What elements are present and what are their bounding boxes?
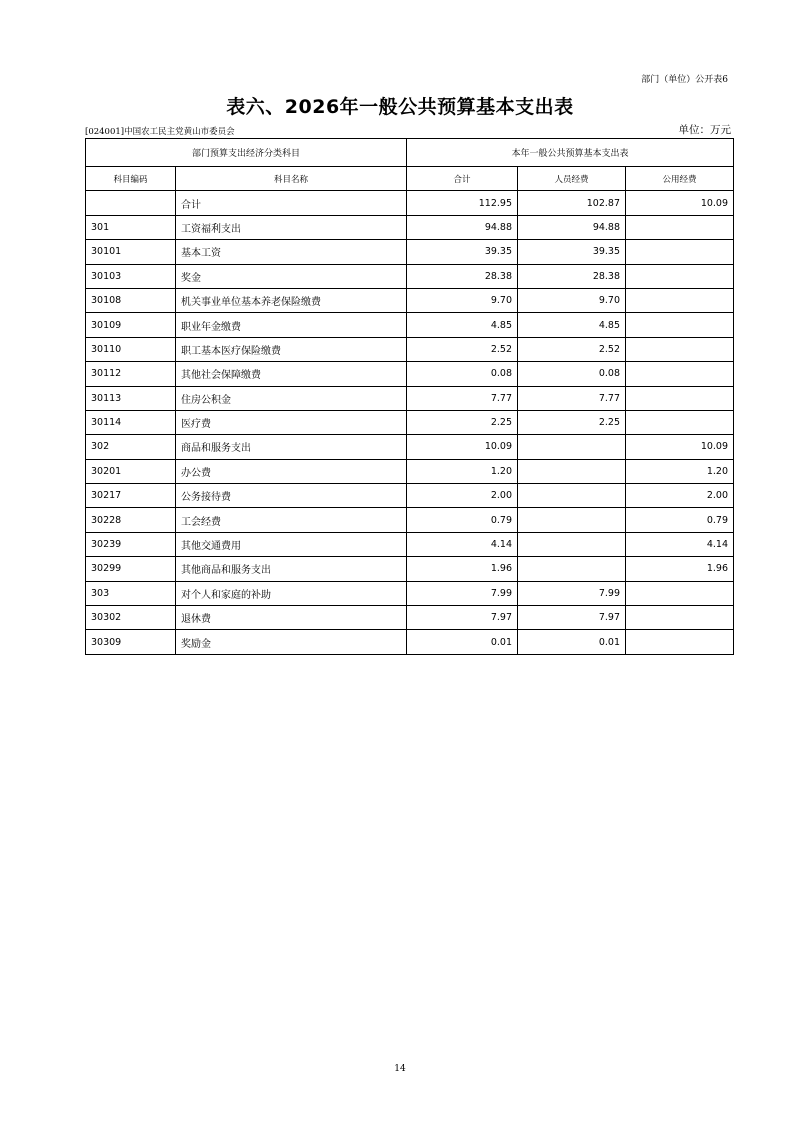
cell-code: 30112 [86,362,176,386]
cell-code: 30302 [86,606,176,630]
cell-total: 10.09 [407,435,518,459]
cell-public: 4.14 [626,532,734,556]
cell-code: 30113 [86,386,176,410]
table-row [86,532,734,556]
cell-code: 30217 [86,484,176,508]
cell-public [626,337,734,361]
cell-name: 职业年金缴费 [176,313,407,337]
cell-code: 30109 [86,313,176,337]
cell-personnel: 9.70 [518,288,626,312]
cell-public [626,410,734,434]
column-header-row [86,167,734,191]
cell-code: 30309 [86,630,176,654]
column-header-public: 公用经费 [626,167,734,191]
cell-name: 其他交通费用 [176,532,407,556]
cell-total: 4.85 [407,313,518,337]
cell-personnel: 4.85 [518,313,626,337]
cell-personnel: 2.52 [518,337,626,361]
cell-total: 7.77 [407,386,518,410]
column-header-name: 科目名称 [176,167,407,191]
table-row [86,215,734,239]
page-title: 表六、2026年一般公共预算基本支出表 [226,96,574,118]
cell-name: 合计 [176,191,407,215]
cell-personnel [518,435,626,459]
cell-code: 30239 [86,532,176,556]
cell-total: 39.35 [407,240,518,264]
cell-name: 其他商品和服务支出 [176,557,407,581]
cell-public [626,288,734,312]
column-header-personnel: 人员经费 [518,167,626,191]
cell-code: 30103 [86,264,176,288]
cell-public [626,362,734,386]
cell-personnel: 102.87 [518,191,626,215]
table-row [86,581,734,605]
cell-total: 1.96 [407,557,518,581]
table-row [86,337,734,361]
cell-personnel [518,532,626,556]
cell-code: 30228 [86,508,176,532]
cell-name: 医疗费 [176,410,407,434]
cell-total: 94.88 [407,215,518,239]
cell-total: 0.01 [407,630,518,654]
cell-name: 办公费 [176,459,407,483]
table-row [86,288,734,312]
cell-total: 1.20 [407,459,518,483]
table-row [86,508,734,532]
table-row [86,313,734,337]
cell-code: 30201 [86,459,176,483]
cell-code: 30114 [86,410,176,434]
cell-code: 301 [86,215,176,239]
cell-public: 10.09 [626,191,734,215]
table-row [86,362,734,386]
cell-name: 对个人和家庭的补助 [176,581,407,605]
table-row [86,630,734,654]
cell-personnel: 7.97 [518,606,626,630]
table-row [86,606,734,630]
cell-code: 302 [86,435,176,459]
cell-name: 商品和服务支出 [176,435,407,459]
cell-personnel: 28.38 [518,264,626,288]
cell-public [626,313,734,337]
page-number: 14 [394,1064,406,1074]
cell-name: 奖金 [176,264,407,288]
table-row [86,557,734,581]
cell-total: 0.79 [407,508,518,532]
table-row [86,410,734,434]
cell-total: 2.52 [407,337,518,361]
table-body [86,191,734,654]
cell-public [626,215,734,239]
cell-personnel: 7.77 [518,386,626,410]
column-header-code: 科目编码 [86,167,176,191]
cell-total: 2.25 [407,410,518,434]
cell-personnel: 94.88 [518,215,626,239]
table-row [86,191,734,215]
table-row [86,459,734,483]
cell-name: 基本工资 [176,240,407,264]
cell-personnel: 2.25 [518,410,626,434]
cell-code: 30110 [86,337,176,361]
cell-name: 奖励金 [176,630,407,654]
cell-name: 工会经费 [176,508,407,532]
cell-personnel [518,557,626,581]
table-row [86,240,734,264]
cell-public [626,630,734,654]
cell-personnel [518,459,626,483]
budget-table [85,138,734,655]
cell-total: 112.95 [407,191,518,215]
cell-public [626,264,734,288]
cell-name: 公务接待费 [176,484,407,508]
cell-personnel [518,484,626,508]
cell-code: 30108 [86,288,176,312]
cell-public: 1.20 [626,459,734,483]
cell-total: 7.99 [407,581,518,605]
column-header-total: 合计 [407,167,518,191]
cell-name: 其他社会保障缴费 [176,362,407,386]
cell-public: 0.79 [626,508,734,532]
organization-name: [024001]中国农工民主党黄山市委员会 [85,127,235,137]
cell-personnel: 39.35 [518,240,626,264]
table-row [86,386,734,410]
cell-personnel: 0.08 [518,362,626,386]
cell-total: 9.70 [407,288,518,312]
cell-total: 0.08 [407,362,518,386]
cell-personnel [518,508,626,532]
cell-total: 4.14 [407,532,518,556]
cell-total: 28.38 [407,264,518,288]
cell-name: 职工基本医疗保险缴费 [176,337,407,361]
table-row [86,484,734,508]
cell-personnel: 0.01 [518,630,626,654]
cell-name: 工资福利支出 [176,215,407,239]
cell-code: 30101 [86,240,176,264]
table-number-note: 部门（单位）公开表6 [641,75,728,85]
cell-code: 303 [86,581,176,605]
group-header-classification: 部门预算支出经济分类科目 [86,139,407,167]
group-header-expenditure: 本年一般公共预算基本支出表 [407,139,734,167]
cell-public [626,606,734,630]
cell-public: 1.96 [626,557,734,581]
unit-row [85,123,733,137]
cell-name: 机关事业单位基本养老保险缴费 [176,288,407,312]
cell-name: 住房公积金 [176,386,407,410]
cell-public [626,240,734,264]
table-row [86,435,734,459]
cell-total: 2.00 [407,484,518,508]
cell-public: 2.00 [626,484,734,508]
cell-public [626,386,734,410]
cell-name: 退休费 [176,606,407,630]
cell-total: 7.97 [407,606,518,630]
cell-code [86,191,176,215]
table-row [86,264,734,288]
cell-personnel: 7.99 [518,581,626,605]
cell-public [626,581,734,605]
cell-code: 30299 [86,557,176,581]
unit-label: 单位：万元 [678,124,731,136]
cell-public: 10.09 [626,435,734,459]
group-header-row [86,139,734,167]
